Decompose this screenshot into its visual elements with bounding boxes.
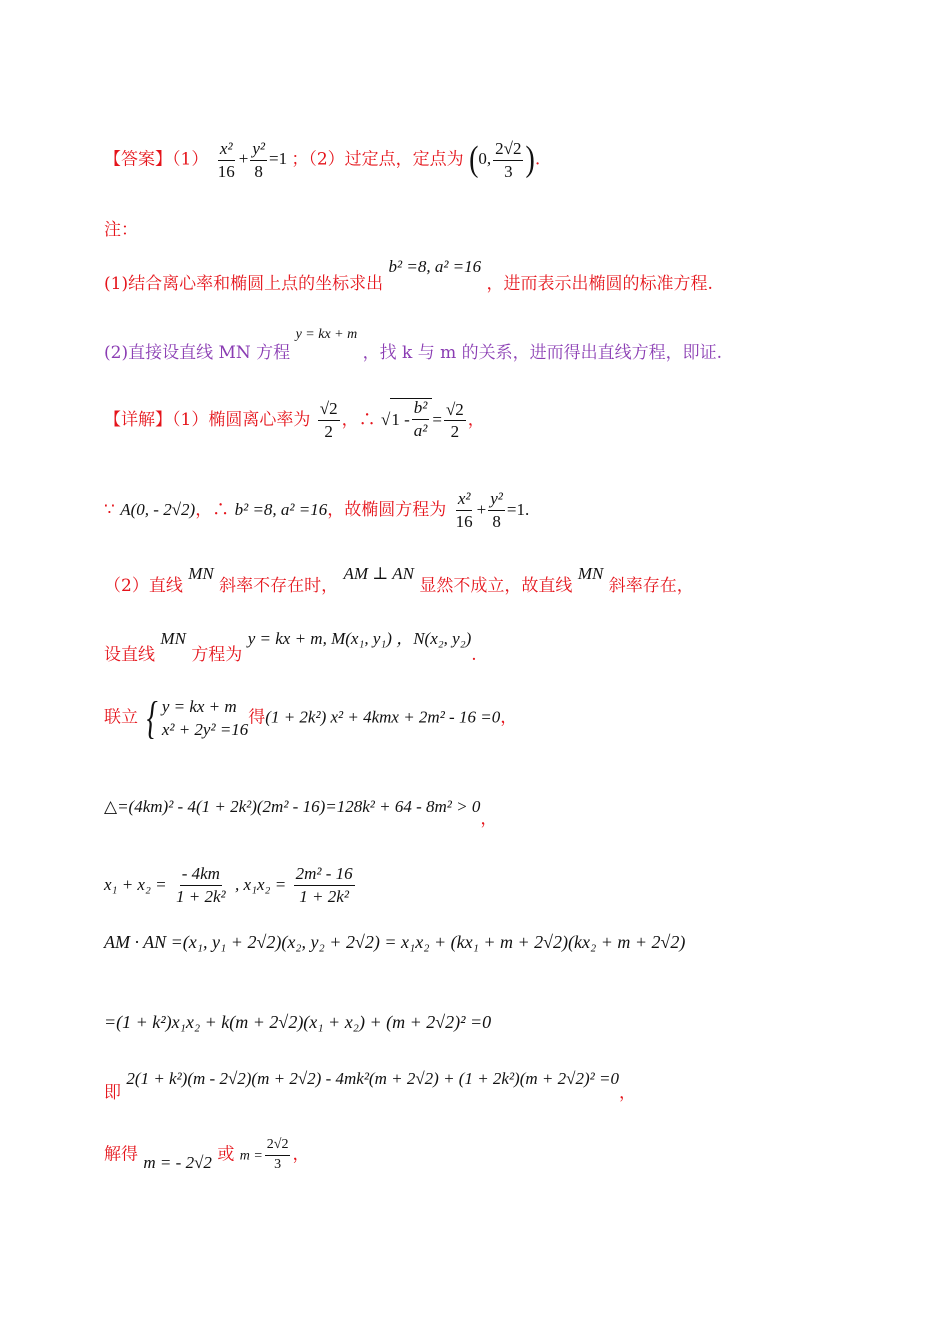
part2-dot-product: AM · AN =(x₁, y₁ + 2√2)(x₂, y₂ + 2√2) = x₁x₂ + (kx₁ + m + 2√2)(kx₂ + m + 2√2) bbox=[104, 932, 686, 952]
detail-radical: √ 1 - $\frac{\text{b²}}{\text{a²}}$ = $\frac{√2}{2}$ bbox=[380, 398, 464, 442]
part2-line-1: （2）直线 MN 斜率不存在时， AM ⊥ AN 显然不成立，故直线 MN 斜率存在， bbox=[104, 564, 694, 596]
detail-line-2: ∵ A(0, - 2√2)，∴ b² =8, a² =16，故椭圆方程为 $\frac{\text{x²}}{16}$ + $\frac{\text{y²}}{8}$ =1. bbox=[104, 489, 530, 531]
detail-line-1: 【详解】（1）椭圆离心率为 $\frac{√2}{2}$ ，∴ √ 1 - $\frac{\text{b²}}{\text{a²}}$ = $\frac{√2}{2}$ ， bbox=[104, 398, 485, 442]
part2-delta: △=(4km)² - 4(1 + 2k²)(2m² - 16)=128k² + 64 - 8m² > 0， bbox=[104, 797, 498, 829]
note-title: 注： bbox=[104, 220, 138, 240]
part2-system: 联立 { y = kx + m x² + 2y² =16 得(1 + 2k²) x² + 4kmx + 2m² - 16 =0， bbox=[104, 692, 518, 743]
answer-part2-tag: （2） bbox=[308, 149, 345, 170]
part2-vieta: x₁ + x₂ = $\frac{- 4km}{\text{1 + 2k²}}$ , x₁x₂ = $\frac{\text{2m² - 16}}{\text{1 + 2k²}}$ bbox=[104, 864, 353, 906]
part2-solution: 解得 m = - 2√2 或 m = $\frac{2√2}{3}$ ， bbox=[104, 1137, 310, 1172]
answer-line: 【答案】（1） $\frac{\text{x²}}{16}$ + $\frac{\text{y²}}{8}$ =1 ；（2）过定点，定点为 (0, $\frac{2√2}{3}$ ). bbox=[104, 139, 541, 181]
part2-line-2: 设直线 MN 方程为 y = kx + m, M(x₁, y₁) ，N(x₂, y₂). bbox=[104, 629, 477, 665]
answer-part1-tag: （1） bbox=[172, 149, 209, 170]
note-item-1: (1)结合离心率和椭圆上点的坐标求出 b² =8, a² =16 ，进而表示出椭圆的标准方程. bbox=[104, 257, 713, 294]
answer-label: 【答案】 bbox=[104, 149, 172, 170]
part2-expand: =(1 + k²)x₁x₂ + k(m + 2√2)(x₁ + x₂) + (m + 2√2)² =0 bbox=[104, 1012, 492, 1032]
answer-eq1: $\frac{\text{x²}}{16}$ + $\frac{\text{y²}}{8}$ =1 bbox=[217, 139, 288, 181]
answer-fixed-point: (0, $\frac{2√2}{3}$ ) bbox=[469, 139, 535, 181]
part2-final: 即 2(1 + k²)(m - 2√2)(m + 2√2) - 4mk²(m + 2√2) + (1 + 2k²)(m + 2√2)² =0， bbox=[104, 1069, 636, 1103]
note-item-2: (2)直接设直线 MN 方程 y = kx + m ，找 k 与 m 的关系，进而得出直线方程，即证. bbox=[104, 327, 723, 363]
detail-label: 【详解】 bbox=[104, 409, 172, 430]
point-a: A(0, - 2√2) bbox=[120, 499, 196, 519]
note-item1-math: b² =8, a² =16 bbox=[388, 257, 482, 276]
answer-part2-text: 过定点，定点为 bbox=[344, 149, 464, 170]
note-item2-math: y = kx + m bbox=[295, 327, 358, 342]
